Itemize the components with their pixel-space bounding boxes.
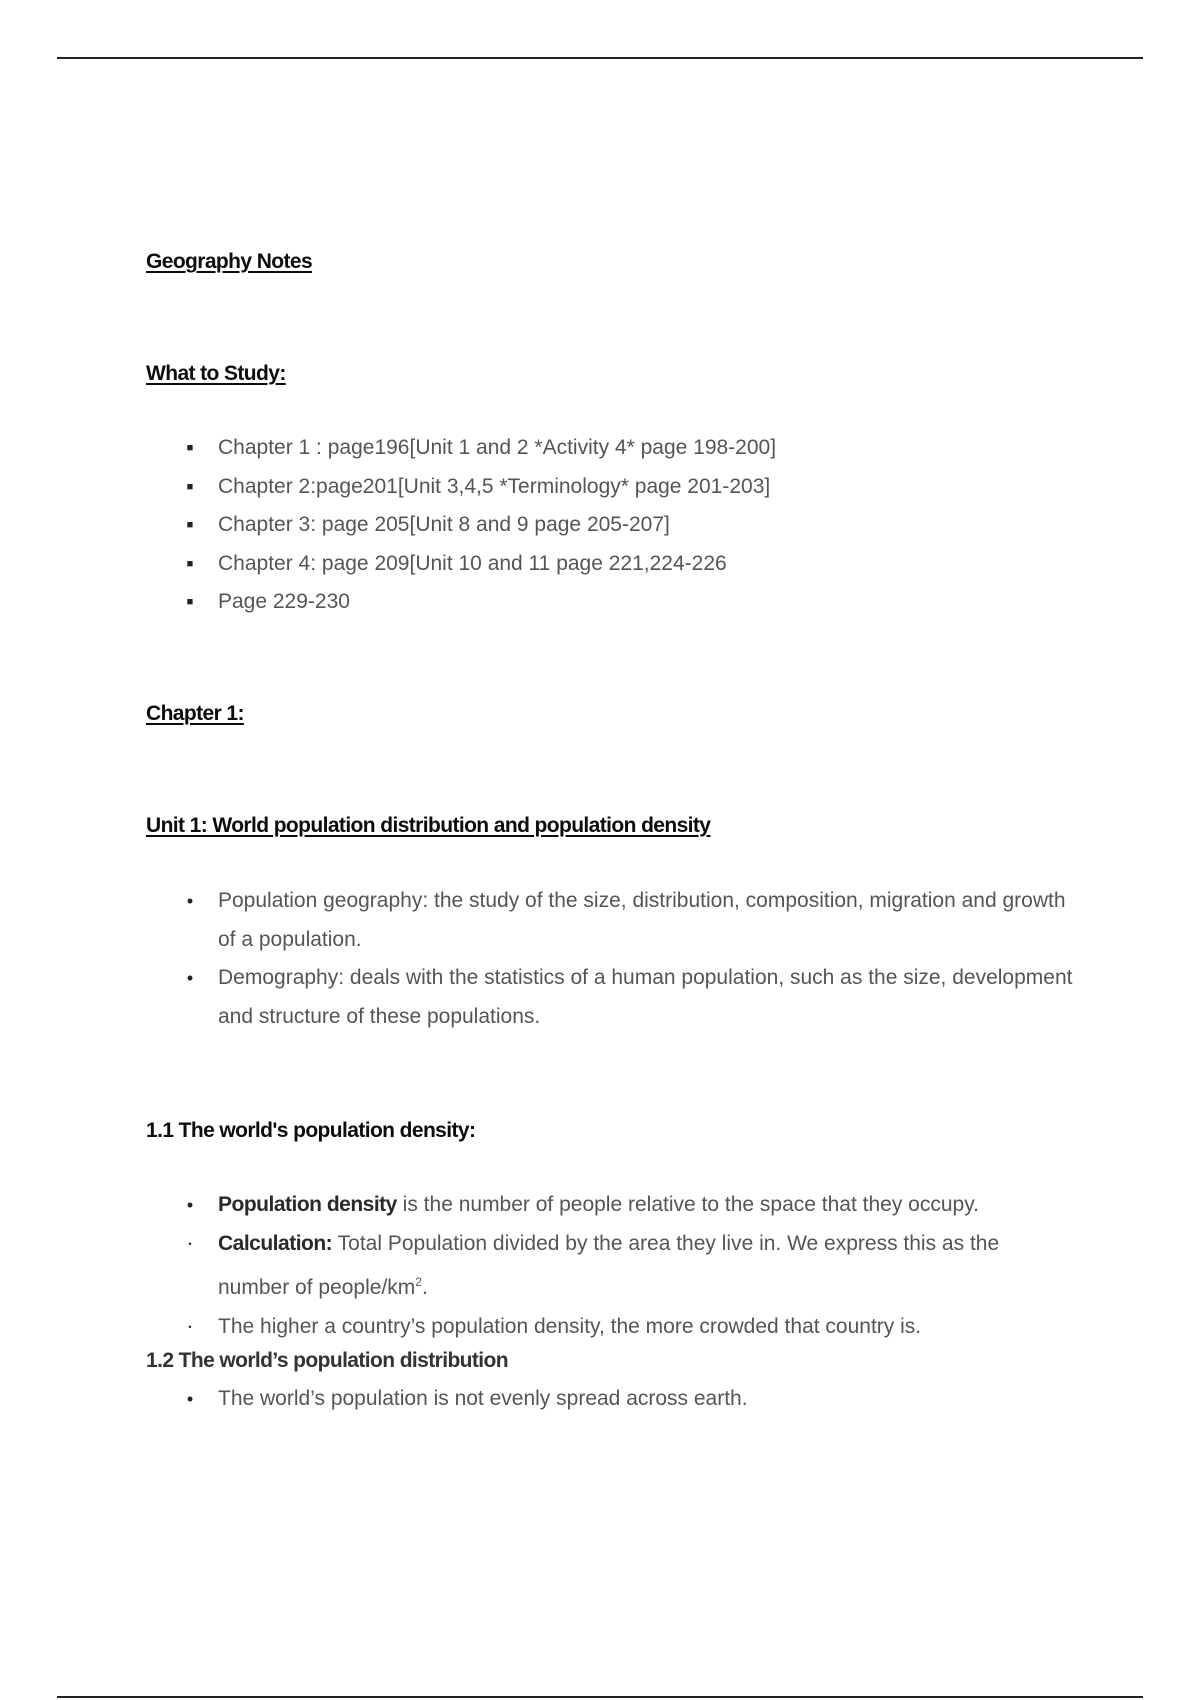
square-bullet-icon: ■	[186, 596, 194, 608]
list-item: ■ Chapter 2:page201[Unit 3,4,5 *Terminology* page 201-203]	[146, 468, 1076, 507]
square-bullet-icon: ■	[186, 557, 194, 570]
small-bullet-icon: •	[188, 1238, 192, 1249]
what-to-study-heading: What to Study:	[146, 362, 286, 385]
round-bullet-icon: •	[186, 891, 194, 911]
round-bullet-icon: •	[186, 1389, 194, 1409]
section-1-2-heading: 1.2 The world’s population distribution	[146, 1349, 508, 1372]
study-list	[146, 429, 1076, 622]
square-bullet-icon: ■	[186, 480, 194, 493]
small-bullet-icon: •	[188, 1321, 192, 1332]
section-1-1-heading: 1.1 The world's population density:	[146, 1119, 476, 1142]
list-item: ■ Chapter 3: page 205[Unit 8 and 9 page 205-207]	[146, 506, 1076, 545]
list-item: • The higher a country’s population density, the more crowded that country is.	[146, 1308, 1076, 1347]
term-label: Calculation:	[218, 1231, 333, 1255]
list-item: ■ Chapter 1 : page196[Unit 1 and 2 *Activity 4* page 198-200]	[146, 429, 1076, 468]
square-bullet-icon: ■	[186, 519, 194, 531]
top-rule	[57, 57, 1143, 59]
bottom-rule	[57, 1696, 1143, 1698]
round-bullet-icon: •	[186, 1195, 194, 1215]
list-item: ■ Page 229-230	[146, 583, 1076, 622]
unit1-heading: Unit 1: World population distribution and population density	[146, 814, 711, 837]
round-bullet-icon: •	[186, 968, 194, 988]
document-title: Geography Notes	[146, 250, 313, 273]
unit1-list	[146, 882, 1076, 1036]
list-item: • Calculation: Total Population divided by the area they live in. We express this as the number of people/$km^2$.	[146, 1225, 1076, 1308]
list-item: • Population geography: the study of the size, distribution, composition, migration and growth of a population.	[146, 882, 1076, 959]
list-item: • The world’s population is not evenly spread across earth.	[146, 1380, 1076, 1419]
list-item: ■ Chapter 4: page 209[Unit 10 and 11 page 221,224-226	[146, 545, 1076, 584]
section-1-1-list	[146, 1186, 1076, 1346]
list-item: • Population density is the number of people relative to the space that they occupy.	[146, 1186, 1076, 1225]
term-label: Population density	[218, 1193, 397, 1216]
list-item: • Demography: deals with the statistics of a human population, such as the size, development and structure of these populations.	[146, 959, 1076, 1036]
chapter1-heading: Chapter 1:	[146, 702, 244, 725]
section-1-2-list	[146, 1380, 1076, 1419]
square-bullet-icon: ■	[186, 442, 194, 454]
